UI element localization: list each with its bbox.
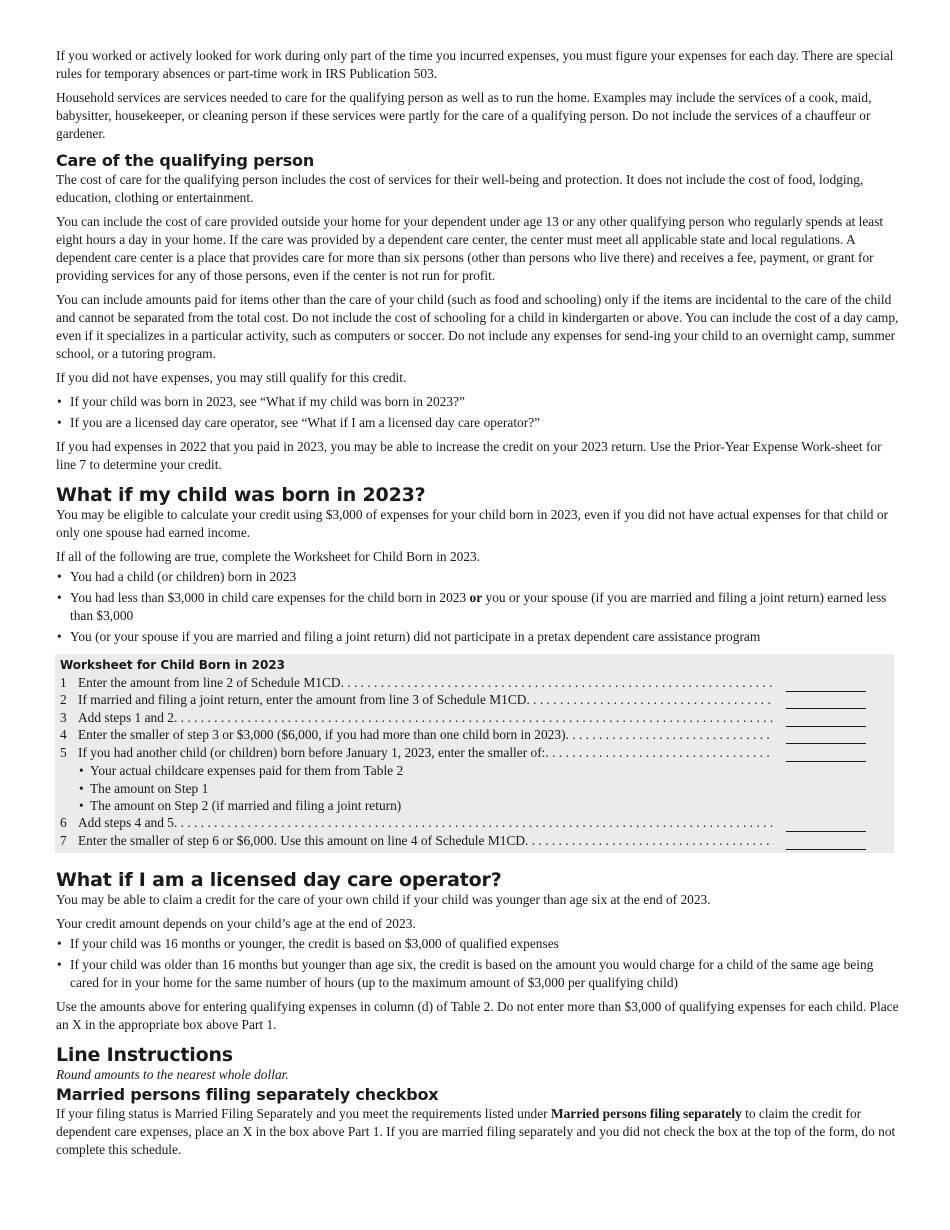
step-3-answer-line[interactable] [786, 715, 866, 727]
born-bullet-list [56, 568, 902, 646]
subitem-text: The amount on Step 1 [90, 780, 209, 796]
worksheet-row-3 [60, 709, 888, 727]
list-item [56, 956, 902, 992]
married-text-post: to claim the credit for dependent care expenses, place an X in the box above Part 1. If you are married filing separately and you did not check the box at the top of the form, do not complete this schedule. [56, 1105, 896, 1157]
care-paragraph-1: The cost of care for the qualifying person includes the cost of services for their well-being and protection. It does not include the cost of food, lodging, education, clothing or entertainment. [56, 172, 864, 205]
daycare-bullet-2: If your child was older than 16 months but younger than age six, the credit is based on the amount you would charge for a child of the same age being cared for in your home for the same number of hours (up to the maximum amount of $3,000 per qualifying child) [70, 956, 874, 990]
married-text-bold: Married persons filing separately [550, 1105, 742, 1121]
married-heading: Married persons filing separately checkbox [56, 1084, 439, 1104]
leader-dots [566, 727, 774, 745]
step-1-answer-line[interactable] [786, 680, 866, 692]
document-page [56, 47, 902, 1165]
bullet-icon: • [79, 780, 84, 796]
intro-paragraph-2: Household services are services needed to care for the qualifying person as well as to run the home. Examples may include the services of a cook, maid, babysitter, housekeeper, or cleaning person if these services were partly for the care of a qualifying person. Do not include the services of a chauffeur or gardener. [56, 90, 872, 141]
step-text: If married and filing a joint return, enter the amount from line 3 of Schedule M1CD [78, 692, 527, 708]
care-paragraph-5: If you had expenses in 2022 that you paid in 2023, you may be able to increase the credit on your 2023 return. Use the Prior-Year Expense Work-sheet for line 7 to determine your credit. [56, 439, 882, 472]
list-item [56, 414, 902, 432]
list-item [56, 393, 902, 411]
step-number: 2 [60, 692, 67, 708]
bullet-icon: • [57, 415, 62, 430]
worksheet-title: Worksheet for Child Born in 2023 [60, 658, 285, 672]
worksheet-row-4 [60, 727, 888, 745]
worksheet-row-6 [60, 815, 888, 833]
worksheet-row-5 [60, 744, 888, 762]
married-paragraph [56, 1105, 902, 1159]
care-paragraph-2: You can include the cost of care provided outside your home for your dependent under age 13 or any other qualifying person who regularly spends at least eight hours a day in your home. If the care was provided by a dependent care center, the center must meet all applicable state and local regulations. A dependent care center is a place that provides care for more than six persons (other than persons who live there) and receives a fee, payment, or grant for providing services for any of those persons, even if the center is not run for profit. [56, 214, 884, 283]
daycare-paragraph-2: Your credit amount depends on your child’s age at the end of 2023. [56, 915, 416, 931]
worksheet-row-7 [60, 832, 888, 850]
leader-dots [341, 674, 774, 692]
worksheet-box [55, 654, 894, 853]
born-bullet-3: You (or your spouse if you are married and filing a joint return) did not participate in a pretax dependent care assistance program [70, 629, 761, 644]
bullet-icon: • [57, 956, 62, 972]
daycare-paragraph-1: You may be able to claim a credit for the care of your own child if your child was younger than age six at the end of 2023. [56, 891, 711, 907]
step-number: 3 [60, 709, 67, 725]
care-paragraph-3: You can include amounts paid for items other than the care of your child (such as food and schooling) only if the items are incidental to the care of the child and cannot be separated from the total cost. Do not include the cost of schooling for a child in kindergarten or above. You can include the cost of a day camp, even if it specializes in a particular activity, such as computers or soccer. Do not include any expenses for send-ing your child to an overnight camp, summer school, or a tutoring program. [56, 292, 899, 361]
line-instructions-heading: Line Instructions [56, 1043, 233, 1066]
bullet-icon: • [57, 394, 62, 409]
daycare-paragraph-3: Use the amounts above for entering qualifying expenses in column (d) of Table 2. Do not enter more than $3,000 of qualifying expenses for each child. Place an X in the appropriate box above Part 1. [56, 998, 899, 1032]
born-paragraph-2: If all of the following are true, complete the Worksheet for Child Born in 2023. [56, 549, 481, 564]
daycare-heading: What if I am a licensed day care operator? [56, 868, 502, 891]
daycare-bullet-list [56, 935, 902, 992]
born-bullet-2-post: you or your spouse (if you are married and filing a joint return) earned less than $3,000 [70, 590, 887, 623]
subitem-text: Your actual childcare expenses paid for them from Table 2 [90, 762, 404, 778]
step-text: Enter the smaller of step 3 or $3,000 ($6,000, if you had more than one child born in 2023) [78, 727, 566, 743]
step-text: Enter the smaller of step 6 or $6,000. Use this amount on line 4 of Schedule M1CD [78, 832, 526, 848]
step-number: 1 [60, 674, 67, 690]
leader-dots [545, 744, 774, 762]
list-item [56, 589, 902, 625]
list-item [56, 935, 902, 953]
worksheet-subitem [60, 762, 888, 780]
born-bullet-2-pre: You had less than $3,000 in child care expenses for the child born in 2023 [70, 590, 470, 605]
bullet-icon: • [79, 762, 84, 778]
step-6-answer-line[interactable] [786, 820, 866, 832]
born-paragraph-1: You may be eligible to calculate your credit using $3,000 of expenses for your child born in 2023, even if you did not have actual expenses for that child or only one spouse had earned income. [56, 507, 888, 540]
step-text: Add steps 1 and 2 [78, 709, 174, 725]
bullet-icon: • [79, 798, 84, 814]
married-text-pre: If your filing status is Married Filing Separately and you meet the requirements listed under [56, 1105, 551, 1121]
list-item [56, 568, 902, 586]
leader-dots [526, 692, 774, 710]
daycare-bullet-1: If your child was 16 months or younger, the credit is based on $3,000 of qualified expenses [70, 935, 559, 951]
bullet-icon: • [57, 590, 62, 605]
worksheet-row-1 [60, 674, 888, 692]
worksheet-row-2 [60, 692, 888, 710]
leader-dots [174, 815, 774, 833]
bullet-icon: • [57, 569, 62, 584]
care-heading: Care of the qualifying person [56, 151, 315, 170]
step-7-answer-line[interactable] [786, 838, 866, 850]
rounding-note: Round amounts to the nearest whole dollar. [56, 1066, 289, 1082]
born-bullet-1: You had a child (or children) born in 2023 [70, 569, 297, 584]
bullet-icon: • [57, 935, 62, 951]
step-2-answer-line[interactable] [786, 697, 866, 709]
step-text: If you had another child (or children) born before January 1, 2023, enter the smaller of: [78, 744, 546, 760]
step-5-answer-line[interactable] [786, 750, 866, 762]
care-bullet-2: If you are a licensed day care operator, see “What if I am a licensed day care operator?” [70, 415, 541, 430]
leader-dots [525, 832, 774, 850]
step-number: 4 [60, 727, 67, 743]
intro-paragraph-1: If you worked or actively looked for work during only part of the time you incurred expenses, you must figure your expenses for each day. There are special rules for temporary absences or part-time work in IRS Publication 503. [56, 48, 894, 81]
list-item [56, 628, 902, 646]
leader-dots [174, 709, 774, 727]
worksheet-subitem [60, 780, 888, 798]
care-paragraph-4: If you did not have expenses, you may still qualify for this credit. [56, 370, 407, 385]
born-heading: What if my child was born in 2023? [56, 484, 426, 506]
bullet-icon: • [57, 629, 62, 644]
care-bullet-list [56, 393, 902, 432]
step-number: 6 [60, 815, 67, 831]
step-text: Add steps 4 and 5 [78, 815, 174, 831]
care-bullet-1: If your child was born in 2023, see “What if my child was born in 2023?” [70, 394, 465, 409]
step-number: 7 [60, 832, 67, 848]
step-4-answer-line[interactable] [786, 732, 866, 744]
born-bullet-2-bold: or [469, 590, 483, 605]
step-number: 5 [60, 744, 67, 760]
subitem-text: The amount on Step 2 (if married and filing a joint return) [90, 798, 402, 814]
worksheet-subitem [60, 797, 888, 815]
step-text: Enter the amount from line 2 of Schedule M1CD [78, 674, 341, 690]
